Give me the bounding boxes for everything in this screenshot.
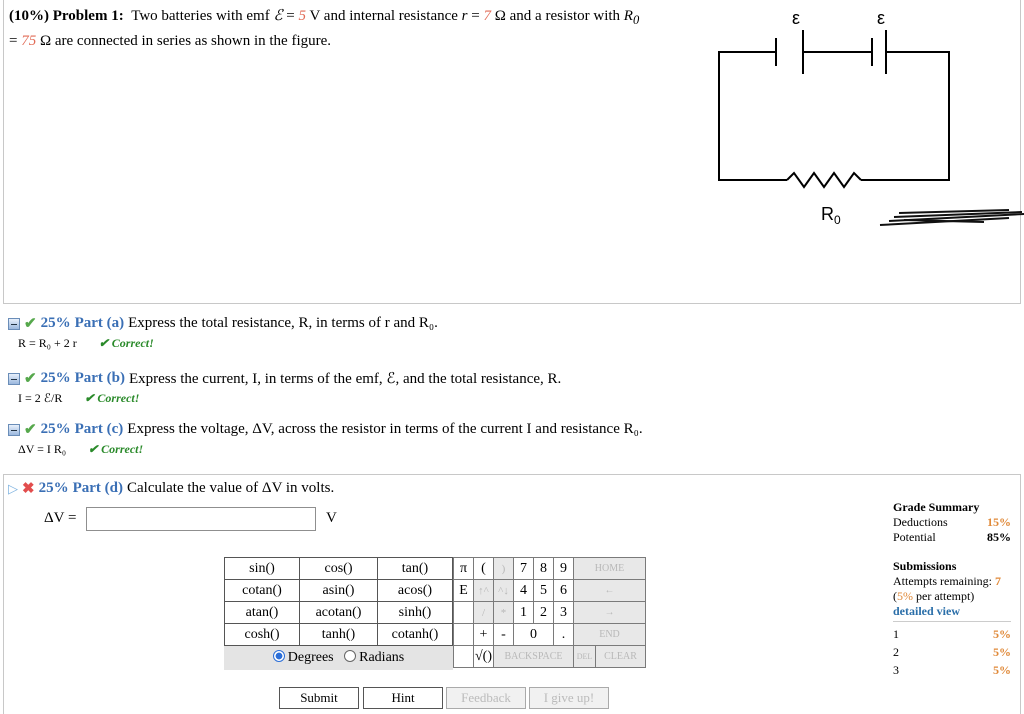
delta-v-label: ΔV = bbox=[44, 510, 77, 526]
degrees-radio[interactable] bbox=[273, 650, 285, 662]
part-c-pct: 25% bbox=[40, 421, 71, 437]
deductions-label: Deductions bbox=[893, 515, 948, 529]
emf-label-2: ε bbox=[877, 8, 886, 28]
sin-button[interactable]: sin() bbox=[225, 558, 300, 580]
nine-key[interactable]: 9 bbox=[554, 558, 574, 580]
part-b-pct: 25% bbox=[40, 370, 71, 386]
r0-symbol: R bbox=[623, 8, 633, 24]
plus-key[interactable]: + bbox=[474, 624, 494, 646]
slash-key[interactable]: / bbox=[474, 602, 494, 624]
part-b bbox=[8, 369, 561, 406]
give-up-button[interactable]: I give up! bbox=[529, 687, 609, 709]
emf-label-1: ε bbox=[792, 8, 801, 28]
home-key[interactable]: HOME bbox=[574, 558, 646, 580]
keypad bbox=[453, 557, 646, 668]
four-key[interactable]: 4 bbox=[514, 580, 534, 602]
expand-icon[interactable]: ▷ bbox=[8, 480, 18, 496]
potential-row bbox=[893, 530, 1011, 545]
deductions-value: 15% bbox=[987, 515, 1011, 529]
cosh-button[interactable]: cosh() bbox=[225, 624, 300, 646]
emf-value: 5 bbox=[298, 8, 307, 24]
submission-number: 3 bbox=[893, 663, 899, 677]
submissions-title: Submissions bbox=[893, 559, 957, 573]
asin-button[interactable]: asin() bbox=[300, 580, 378, 602]
grade-summary bbox=[893, 500, 1011, 679]
end-key[interactable]: END bbox=[574, 624, 646, 646]
wire-top-left bbox=[719, 52, 787, 180]
zero-key[interactable]: 0 bbox=[514, 624, 554, 646]
part-d-pct: 25% bbox=[38, 480, 69, 496]
tan-button[interactable]: tan() bbox=[378, 558, 453, 580]
collapse-icon[interactable] bbox=[8, 424, 20, 436]
per-attempt-rest: per attempt) bbox=[913, 589, 975, 603]
part-a-pct: 25% bbox=[40, 315, 71, 331]
r0-subscript: 0 bbox=[632, 13, 640, 27]
part-c bbox=[8, 420, 643, 457]
detailed-view-link[interactable]: detailed view bbox=[893, 604, 960, 618]
cos-button[interactable]: cos() bbox=[300, 558, 378, 580]
two-key[interactable]: 2 bbox=[534, 602, 554, 624]
submission-pct: 5% bbox=[993, 645, 1011, 659]
tanh-button[interactable]: tanh() bbox=[300, 624, 378, 646]
submit-button[interactable]: Submit bbox=[279, 687, 359, 709]
one-key[interactable]: 1 bbox=[514, 602, 534, 624]
three-key[interactable]: 3 bbox=[554, 602, 574, 624]
unit-label: V bbox=[326, 510, 337, 526]
equals: = bbox=[282, 8, 299, 24]
r-symbol: r bbox=[461, 8, 468, 24]
statement-text-2: V and internal resistance bbox=[306, 8, 462, 24]
submission-number: 1 bbox=[893, 627, 899, 641]
acotan-button[interactable]: acotan() bbox=[300, 602, 378, 624]
circuit-figure bbox=[704, 0, 1024, 240]
attempts-label: Attempts remaining: bbox=[893, 574, 992, 588]
angle-mode bbox=[225, 646, 453, 670]
part-b-answer: I = 2 ℰ/R bbox=[18, 391, 63, 405]
delta-v-input[interactable] bbox=[86, 507, 316, 531]
cotanh-button[interactable]: cotanh() bbox=[378, 624, 453, 646]
seven-key[interactable]: 7 bbox=[514, 558, 534, 580]
resistor-label-r: R bbox=[821, 204, 834, 224]
part-a-status: ✔ Correct! bbox=[98, 336, 154, 350]
caret-down-key[interactable]: ^↓ bbox=[494, 580, 514, 602]
r0-value: 75 bbox=[21, 33, 37, 49]
per-attempt-line bbox=[893, 589, 1011, 604]
part-c-status: ✔ Correct! bbox=[88, 442, 144, 456]
part-b-name[interactable]: Part (b) bbox=[74, 370, 125, 386]
star-key[interactable]: * bbox=[494, 602, 514, 624]
radians-label: Radians bbox=[359, 649, 405, 665]
x-icon: ✖ bbox=[22, 481, 35, 497]
atan-button[interactable]: atan() bbox=[225, 602, 300, 624]
submission-number: 2 bbox=[893, 645, 899, 659]
r-value: 7 bbox=[483, 8, 491, 24]
radians-radio[interactable] bbox=[344, 650, 356, 662]
submission-pct: 5% bbox=[993, 663, 1011, 677]
submission-pct: 5% bbox=[993, 627, 1011, 641]
collapse-icon[interactable] bbox=[8, 318, 20, 330]
line2-equals: = bbox=[9, 33, 22, 49]
scribble-mark bbox=[880, 210, 1024, 225]
check-icon: ✔ bbox=[24, 316, 37, 332]
blank-key bbox=[454, 646, 474, 668]
submission-row bbox=[893, 643, 1011, 661]
wire-right bbox=[861, 52, 949, 180]
problem-box bbox=[3, 0, 1021, 304]
lparen-key[interactable]: ( bbox=[474, 558, 494, 580]
hint-button[interactable]: Hint bbox=[363, 687, 443, 709]
part-a bbox=[8, 314, 438, 351]
problem-statement bbox=[9, 6, 669, 52]
function-table bbox=[224, 557, 453, 670]
e-key[interactable]: E bbox=[454, 580, 474, 602]
eight-key[interactable]: 8 bbox=[534, 558, 554, 580]
potential-value: 85% bbox=[987, 530, 1011, 544]
part-a-prompt: Express the total resistance, R, in terms of r and R₀. bbox=[128, 315, 438, 331]
check-icon: ✔ bbox=[24, 422, 37, 438]
feedback-button[interactable]: Feedback bbox=[446, 687, 526, 709]
part-c-prompt: Express the voltage, ΔV, across the resistor in terms of the current I and resistance R₀. bbox=[127, 421, 643, 437]
part-d-prompt: Calculate the value of ΔV in volts. bbox=[126, 480, 335, 496]
six-key[interactable]: 6 bbox=[554, 580, 574, 602]
statement-text-1: Two batteries with emf bbox=[131, 8, 270, 24]
dot-key[interactable]: . bbox=[554, 624, 574, 646]
equals: = bbox=[467, 8, 484, 24]
sqrt-key[interactable]: √() bbox=[474, 646, 494, 668]
part-b-prompt: Express the current, I, in terms of the emf, ℰ, and the total resistance, R. bbox=[128, 371, 562, 387]
submission-row bbox=[893, 625, 1011, 643]
rparen-key[interactable]: ) bbox=[494, 558, 514, 580]
sinh-button[interactable]: sinh() bbox=[378, 602, 453, 624]
part-d bbox=[8, 479, 334, 498]
minus-key[interactable]: - bbox=[494, 624, 514, 646]
attempts-value: 7 bbox=[994, 574, 1001, 588]
statement-text-3: Ω and a resistor with bbox=[490, 8, 624, 24]
potential-label: Potential bbox=[893, 530, 936, 544]
pi-key[interactable]: π bbox=[454, 558, 474, 580]
part-c-answer: ΔV = I R₀ bbox=[18, 442, 67, 456]
del-key[interactable]: DEL bbox=[574, 646, 596, 668]
check-icon: ✔ bbox=[24, 371, 37, 387]
statement-text-4: Ω are connected in series as shown in the figure. bbox=[36, 33, 332, 49]
clear-key[interactable]: CLEAR bbox=[596, 646, 646, 668]
emf-symbol: ℰ bbox=[273, 8, 283, 24]
acos-button[interactable]: acos() bbox=[378, 580, 453, 602]
attempts-line bbox=[893, 574, 1011, 589]
deductions-row bbox=[893, 515, 1011, 530]
per-attempt-pct: 5% bbox=[897, 589, 913, 603]
backspace-key[interactable]: BACKSPACE bbox=[494, 646, 574, 668]
up-caret-key[interactable]: ↑^ bbox=[474, 580, 494, 602]
five-key[interactable]: 5 bbox=[534, 580, 554, 602]
part-b-status: ✔ Correct! bbox=[84, 391, 140, 405]
blank-key bbox=[454, 624, 474, 646]
cotan-button[interactable]: cotan() bbox=[225, 580, 300, 602]
resistor-zigzag bbox=[787, 173, 861, 187]
part-a-name[interactable]: Part (a) bbox=[74, 315, 125, 331]
collapse-icon[interactable] bbox=[8, 373, 20, 385]
part-c-name[interactable]: Part (c) bbox=[74, 421, 124, 437]
part-d-name[interactable]: Part (d) bbox=[72, 480, 123, 496]
right-arrow-key[interactable]: → bbox=[574, 602, 646, 624]
per-attempt-open: ( bbox=[893, 589, 897, 603]
problem-prefix: (10%) Problem 1: bbox=[9, 8, 124, 24]
submission-row bbox=[893, 661, 1011, 679]
blank-key bbox=[454, 602, 474, 624]
grade-summary-title: Grade Summary bbox=[893, 500, 980, 514]
resistor-label bbox=[821, 204, 841, 227]
resistor-label-sub: 0 bbox=[834, 213, 841, 227]
left-arrow-key[interactable]: ← bbox=[574, 580, 646, 602]
part-a-answer: R = R₀ + 2 r bbox=[18, 336, 77, 350]
degrees-label: Degrees bbox=[287, 649, 334, 665]
